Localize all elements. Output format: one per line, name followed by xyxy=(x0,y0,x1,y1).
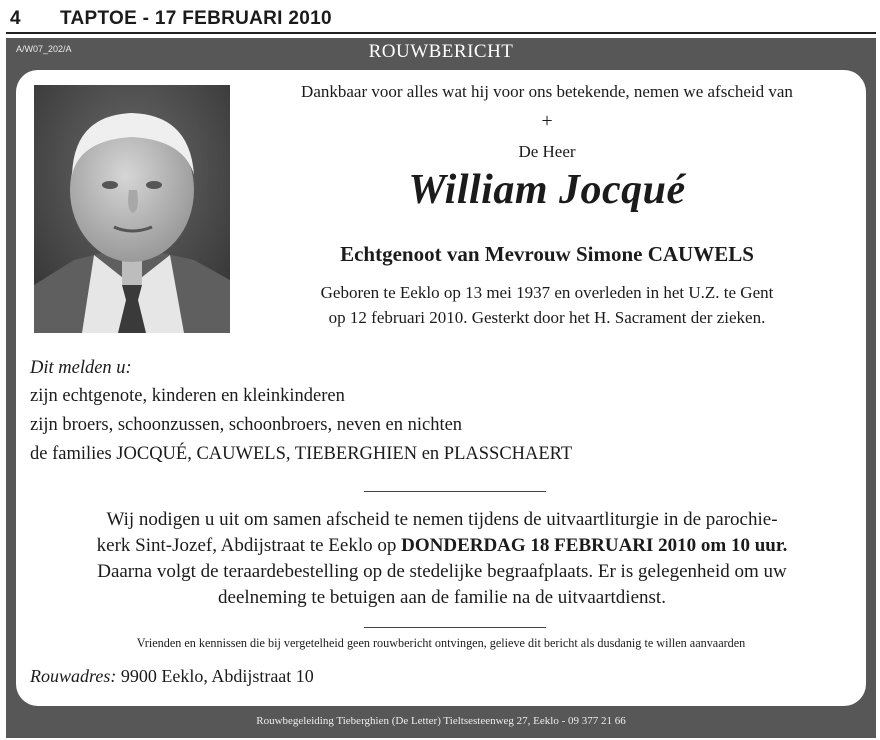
invitation-line-1: Wij nodigen u uit om samen afscheid te nemen tijdens de uitvaartliturgie in de parochie- xyxy=(106,509,778,530)
family-line: de families JOCQUÉ, CAUWELS, TIEBERGHIEN en PLASSCHAERT xyxy=(30,444,573,464)
obituary-frame xyxy=(6,38,876,738)
address-text: 9900 Eeklo, Abdijstraat 10 xyxy=(116,666,314,686)
intro-text: Dankbaar voor alles wat hij voor ons betekende, nemen we afscheid van xyxy=(301,82,793,101)
masthead-rule xyxy=(6,32,876,34)
funeral-home-footer: Rouwbegeleiding Tieberghien (De Letter) Tieltsesteenweg 27, Eeklo - 09 377 21 66 xyxy=(256,715,626,727)
family-line: zijn echtgenote, kinderen en kleinkinderen xyxy=(30,386,345,406)
birth-death-line-1: Geboren te Eeklo op 13 mei 1937 en overleden in het U.Z. te Gent xyxy=(320,283,774,302)
divider xyxy=(364,491,546,492)
spouse-line: Echtgenoot van Mevrouw Simone CAUWELS xyxy=(340,242,754,266)
family-line: zijn broers, schoonzussen, schoonbroers, neven en nichten xyxy=(30,415,463,435)
deceased-name: William Jocqué xyxy=(408,167,686,213)
address-label: Rouwadres: xyxy=(30,666,117,686)
invitation-line-2-text: kerk Sint-Jozef, Abdijstraat te Eeklo op xyxy=(96,535,402,556)
friends-note: Vrienden en kennissen die bij vergetelheid geen rouwbericht ontvingen, gelieve dit bericht als dusdanig te willen aanvaarden xyxy=(136,636,746,650)
birth-death-line-2: op 12 februari 2010. Gesterkt door het H. Sacrament der zieken. xyxy=(328,308,766,327)
invitation-line-3: Daarna volgt de teraardebestelling op de stedelijke begraafplaats. Er is gelegenheid om uw xyxy=(97,561,787,582)
obituary-card xyxy=(16,70,866,706)
newspaper-title: TAPTOE - 17 FEBRUARI 2010 xyxy=(60,8,332,29)
salutation: De Heer xyxy=(518,142,576,161)
announce-line: Dit melden u: xyxy=(30,358,132,378)
divider xyxy=(364,627,546,628)
invitation-line-2 xyxy=(36,535,848,557)
funeral-date: DONDERDAG 18 FEBRUARI 2010 om 10 uur. xyxy=(401,535,788,556)
obituary-header: ROUWBERICHT xyxy=(368,41,514,62)
page-number: 4 xyxy=(10,8,21,29)
mourning-address xyxy=(30,666,314,687)
cross-symbol: + xyxy=(541,110,553,132)
invitation-line-4: deelneming te betuigen aan de familie na de uitvaartdienst. xyxy=(218,587,666,608)
newspaper-masthead xyxy=(6,8,876,34)
portrait-photo xyxy=(34,85,230,333)
ad-code: A/W07_202/A xyxy=(16,44,72,54)
